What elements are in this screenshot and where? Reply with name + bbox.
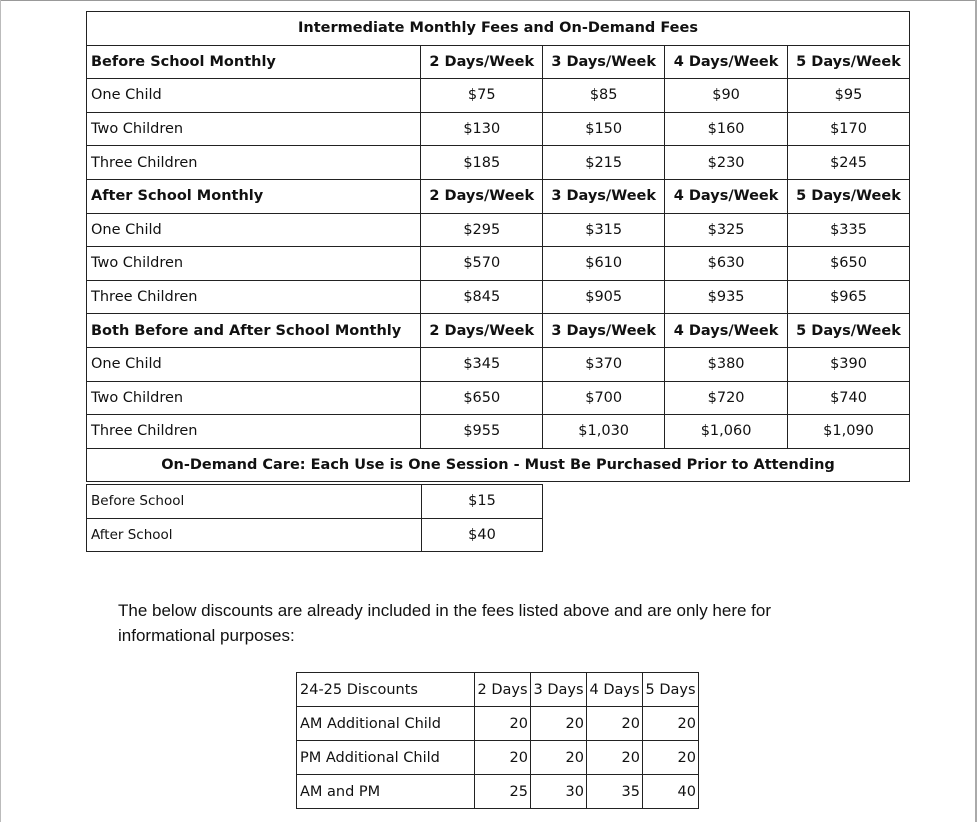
column-header: 5 Days/Week — [788, 45, 910, 79]
discounts-header-label: 24-25 Discounts — [297, 673, 475, 707]
row-label: Three Children — [87, 280, 421, 314]
column-header: 2 Days/Week — [421, 314, 543, 348]
fee-value: $130 — [421, 112, 543, 146]
table-row — [87, 280, 910, 314]
table-row — [87, 213, 910, 247]
discount-value: 40 — [643, 775, 699, 809]
fee-value: $160 — [665, 112, 788, 146]
fee-value: $150 — [543, 112, 665, 146]
section-header-row — [87, 45, 910, 79]
table-row — [87, 247, 910, 281]
fee-value: $90 — [665, 79, 788, 113]
fee-value: $390 — [788, 347, 910, 381]
fee-value: $245 — [788, 146, 910, 180]
table-row — [87, 112, 910, 146]
fee-value: $215 — [543, 146, 665, 180]
on-demand-row — [87, 485, 543, 519]
row-label: Two Children — [87, 381, 421, 415]
discount-value: 20 — [475, 707, 531, 741]
table-row — [87, 347, 910, 381]
fee-value: $610 — [543, 247, 665, 281]
column-header: 4 Days/Week — [665, 45, 788, 79]
on-demand-label: After School — [87, 518, 422, 552]
discount-row — [297, 741, 699, 775]
on-demand-heading: On-Demand Care: Each Use is One Session - Must Be Purchased Prior to Attending — [87, 448, 910, 482]
fee-value: $630 — [665, 247, 788, 281]
discount-note: The below discounts are already included in the fees listed above and are only here for informational purposes: — [118, 601, 772, 645]
row-label: Two Children — [87, 247, 421, 281]
discount-value: 20 — [643, 741, 699, 775]
table-row — [87, 146, 910, 180]
discount-value: 25 — [475, 775, 531, 809]
page-top-border — [0, 0, 977, 1]
column-header: 5 Days/Week — [788, 179, 910, 213]
row-label: Three Children — [87, 415, 421, 449]
fee-value: $570 — [421, 247, 543, 281]
fee-value: $170 — [788, 112, 910, 146]
fee-value: $230 — [665, 146, 788, 180]
fee-value: $905 — [543, 280, 665, 314]
discount-value: 20 — [587, 707, 643, 741]
fee-value: $380 — [665, 347, 788, 381]
section-header-row — [87, 179, 910, 213]
column-header: 4 Days/Week — [665, 314, 788, 348]
discount-value: 35 — [587, 775, 643, 809]
fee-value: $85 — [543, 79, 665, 113]
discount-value: 20 — [475, 741, 531, 775]
on-demand-value: $40 — [422, 518, 543, 552]
on-demand-heading-row — [87, 448, 910, 482]
fee-value: $1,090 — [788, 415, 910, 449]
discount-value: 20 — [531, 741, 587, 775]
column-header: 4 Days/Week — [665, 179, 788, 213]
row-label: Three Children — [87, 146, 421, 180]
table-row — [87, 79, 910, 113]
fee-value: $370 — [543, 347, 665, 381]
fee-value: $935 — [665, 280, 788, 314]
fee-value: $720 — [665, 381, 788, 415]
table-row — [87, 381, 910, 415]
fee-value: $845 — [421, 280, 543, 314]
discount-column-header: 3 Days — [531, 673, 587, 707]
row-label: One Child — [87, 347, 421, 381]
fee-value: $95 — [788, 79, 910, 113]
section-heading: After School Monthly — [87, 179, 421, 213]
fee-value: $325 — [665, 213, 788, 247]
discount-column-header: 4 Days — [587, 673, 643, 707]
discount-value: 20 — [531, 707, 587, 741]
discount-value: 20 — [587, 741, 643, 775]
row-label: One Child — [87, 79, 421, 113]
discount-row — [297, 707, 699, 741]
fee-value: $700 — [543, 381, 665, 415]
discount-label: PM Additional Child — [297, 741, 475, 775]
column-header: 3 Days/Week — [543, 179, 665, 213]
section-heading: Both Before and After School Monthly — [87, 314, 421, 348]
fee-value: $345 — [421, 347, 543, 381]
fee-value: $295 — [421, 213, 543, 247]
discount-row — [297, 775, 699, 809]
column-header: 5 Days/Week — [788, 314, 910, 348]
discount-label: AM and PM — [297, 775, 475, 809]
column-header: 3 Days/Week — [543, 45, 665, 79]
section-header-row — [87, 314, 910, 348]
column-header: 2 Days/Week — [421, 45, 543, 79]
column-header: 2 Days/Week — [421, 179, 543, 213]
fee-value: $650 — [421, 381, 543, 415]
on-demand-value: $15 — [422, 485, 543, 519]
fee-value: $315 — [543, 213, 665, 247]
fee-value: $650 — [788, 247, 910, 281]
fee-value: $740 — [788, 381, 910, 415]
column-header: 3 Days/Week — [543, 314, 665, 348]
fee-value: $1,030 — [543, 415, 665, 449]
fee-value: $1,060 — [665, 415, 788, 449]
fee-value: $955 — [421, 415, 543, 449]
discounts-header-row — [297, 673, 699, 707]
discount-column-header: 5 Days — [643, 673, 699, 707]
discount-value: 20 — [643, 707, 699, 741]
fees-title-row — [87, 12, 910, 46]
discount-value: 30 — [531, 775, 587, 809]
discount-column-header: 2 Days — [475, 673, 531, 707]
on-demand-label: Before School — [87, 485, 422, 519]
discounts-table — [296, 672, 699, 809]
fee-value: $185 — [421, 146, 543, 180]
discount-label: AM Additional Child — [297, 707, 475, 741]
section-heading: Before School Monthly — [87, 45, 421, 79]
table-row — [87, 415, 910, 449]
page-left-border — [0, 0, 1, 822]
row-label: One Child — [87, 213, 421, 247]
fees-table-title: Intermediate Monthly Fees and On-Demand Fees — [87, 12, 910, 46]
row-label: Two Children — [87, 112, 421, 146]
on-demand-row — [87, 518, 543, 552]
fee-value: $335 — [788, 213, 910, 247]
fees-table — [86, 11, 910, 482]
fee-value: $965 — [788, 280, 910, 314]
fee-value: $75 — [421, 79, 543, 113]
on-demand-table — [86, 484, 543, 552]
